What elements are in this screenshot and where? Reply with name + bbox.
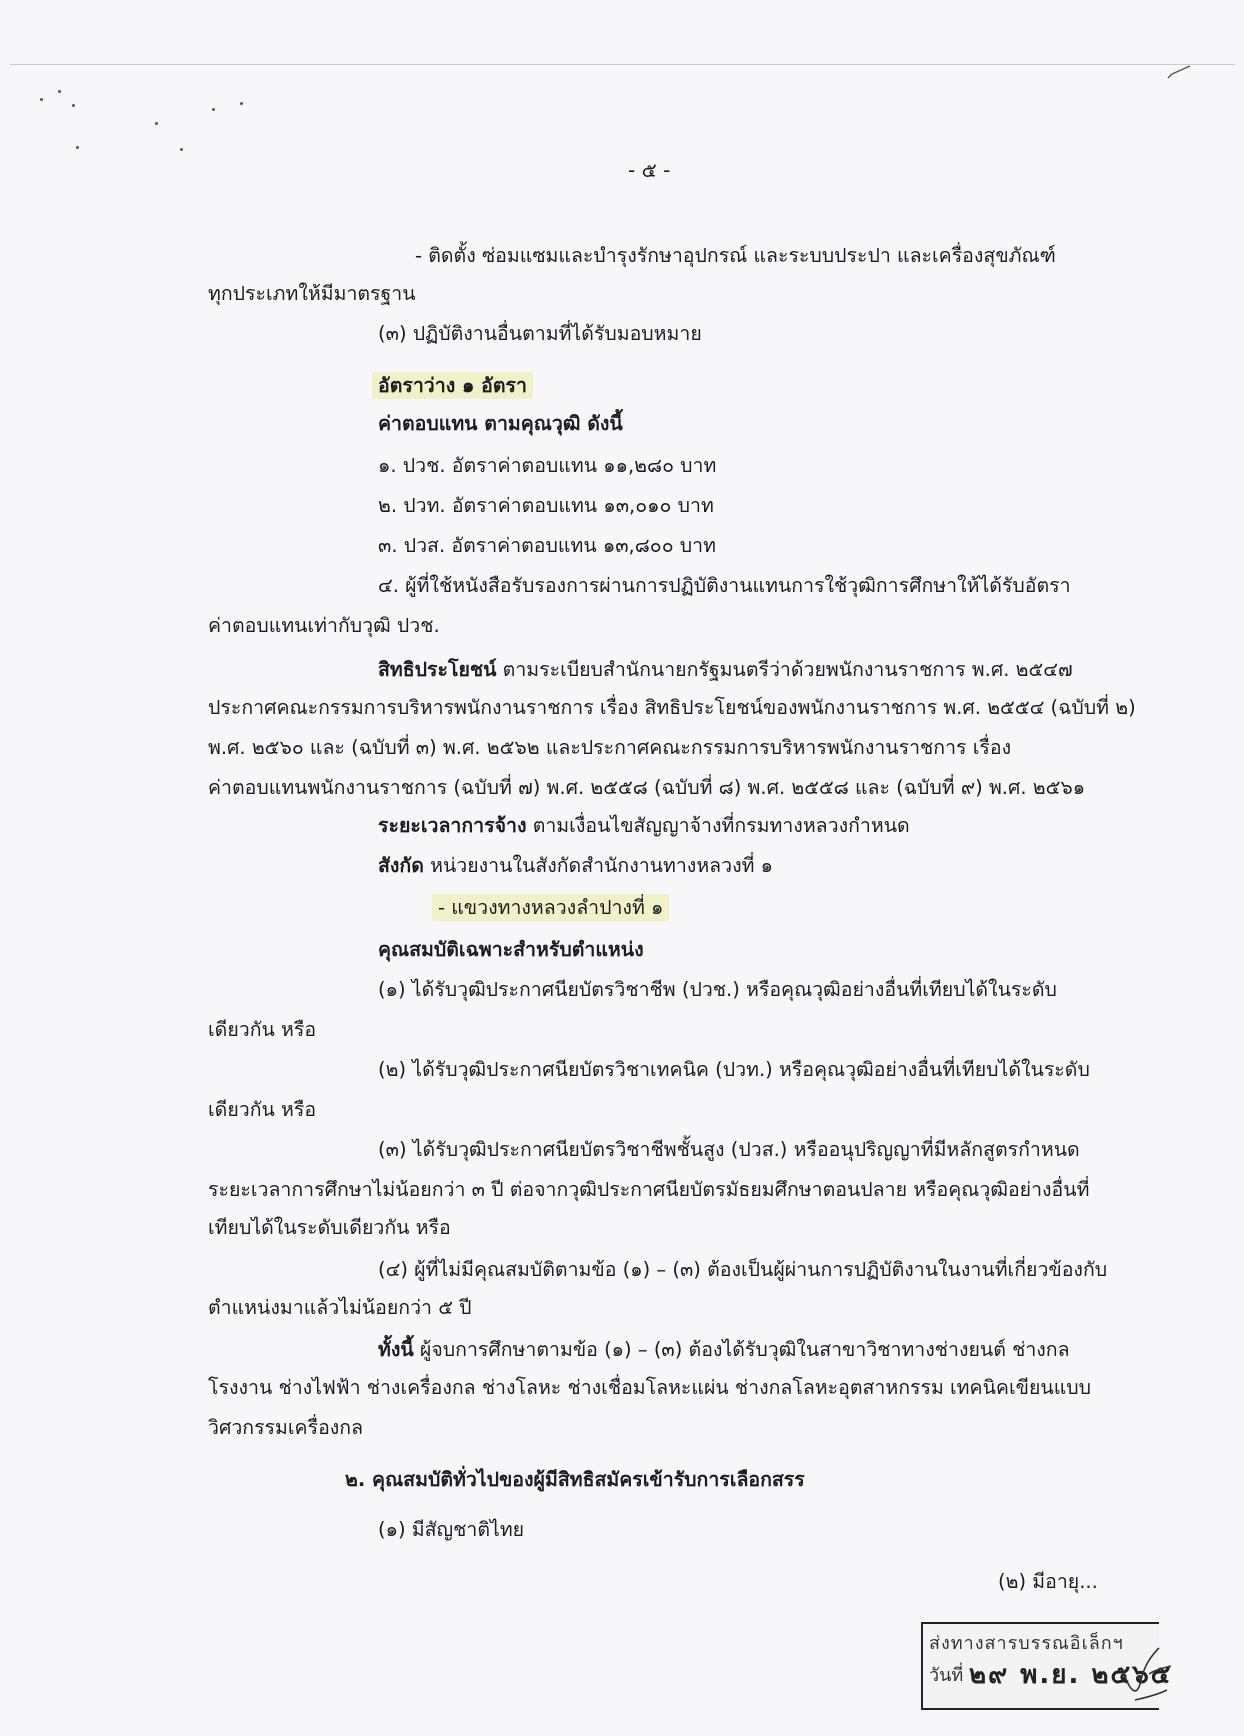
text-line: (๑) ได้รับวุฒิประกาศนียบัตรวิชาชีพ (ปวช.) หรือคุณวุฒิอย่างอื่นที่เทียบได้ในระดับ	[378, 978, 1057, 1001]
text-line: ๔. ผู้ที่ใช้หนังสือรับรองการผ่านการปฏิบัติงานแทนการใช้วุฒิการศึกษาให้ได้รับอัตรา	[378, 574, 1071, 597]
text-line: ๒. ปวท. อัตราค่าตอบแทน ๑๓,๐๑๐ บาท	[378, 494, 714, 517]
scan-speck	[240, 102, 243, 105]
text-line: เทียบได้ในระดับเดียวกัน หรือ	[208, 1216, 451, 1239]
text-line: (๓) ได้รับวุฒิประกาศนียบัตรวิชาชีพชั้นสูง (ปวส.) หรืออนุปริญญาที่มีหลักสูตรกำหนด	[378, 1138, 1080, 1161]
text-line: ค่าตอบแทนพนักงานราชการ (ฉบับที่ ๗) พ.ศ. ๒๕๕๘ (ฉบับที่ ๘) พ.ศ. ๒๕๕๘ และ (ฉบับที่ ๙) พ.ศ. ๒๕๖๑	[208, 776, 1086, 799]
text-span: ตามระเบียบสำนักนายกรัฐมนตรีว่าด้วยพนักงานราชการ พ.ศ. ๒๕๔๗	[496, 658, 1073, 681]
text-line	[378, 1336, 1070, 1364]
compensation-heading: ค่าตอบแทน ตามคุณวุฒิ ดังนี้	[378, 412, 623, 435]
signature-icon	[1115, 1640, 1175, 1710]
scan-edge-line	[10, 64, 1235, 65]
text-span: ผู้จบการศึกษาตามข้อ (๑) – (๓) ต้องได้รับวุฒิในสาขาวิชาทางช่างยนต์ ช่างกล	[413, 1338, 1070, 1361]
text-line: เดียวกัน หรือ	[208, 1018, 317, 1041]
vacancy-heading	[372, 372, 533, 400]
text-span: หน่วยงานในสังกัดสำนักงานทางหลวงที่ ๑	[423, 854, 774, 877]
text-line: ทุกประเภทให้มีมาตรฐาน	[208, 282, 416, 305]
scan-speck	[58, 90, 61, 93]
checkmark-icon	[1166, 64, 1192, 82]
scan-speck	[180, 148, 183, 151]
benefits-heading: สิทธิประโยชน์	[378, 658, 497, 681]
text-line: (๓) ปฏิบัติงานอื่นตามที่ได้รับมอบหมาย	[378, 322, 702, 345]
text-line: ตำแหน่งมาแล้วไม่น้อยกว่า ๕ ปี	[208, 1296, 472, 1319]
stamp-date-label: วันที่	[929, 1665, 964, 1686]
scan-speck	[212, 108, 215, 111]
highlight-marker: อัตราว่าง ๑ อัตรา	[372, 372, 533, 399]
stamp-date: ๒๙ พ.ย. ๒๕๖๕	[969, 1660, 1173, 1690]
text-line: (๔) ผู้ที่ไม่มีคุณสมบัติตามข้อ (๑) – (๓) ต้องเป็นผู้ผ่านการปฏิบัติงานในงานที่เกี่ยวข้องกับ	[378, 1258, 1108, 1281]
affiliation-heading: สังกัด	[378, 854, 424, 877]
text-line	[378, 812, 910, 840]
text-line: ๑. ปวช. อัตราค่าตอบแทน ๑๑,๒๘๐ บาท	[378, 454, 717, 477]
text-line	[378, 656, 1073, 684]
note-heading: ทั้งนี้	[378, 1338, 414, 1361]
text-line: เดียวกัน หรือ	[208, 1098, 317, 1121]
scan-speck	[72, 104, 75, 107]
text-line: โรงงาน ช่างไฟฟ้า ช่างเครื่องกล ช่างโลหะ ช่างเชื่อมโลหะแผ่น ช่างกลโลหะอุตสาหกรรม เทคนิคเขียนแบบ	[208, 1376, 1092, 1399]
general-qualifications-heading: ๒. คุณสมบัติทั่วไปของผู้มีสิทธิสมัครเข้ารับการเลือกสรร	[345, 1468, 805, 1491]
qualifications-heading: คุณสมบัติเฉพาะสำหรับตำแหน่ง	[378, 938, 644, 961]
text-line: - ติดตั้ง ซ่อมแซมและบำรุงรักษาอุปกรณ์ และระบบประปา และเครื่องสุขภัณฑ์	[415, 244, 1056, 267]
employment-period-heading: ระยะเวลาการจ้าง	[378, 814, 527, 837]
text-line: ประกาศคณะกรรมการบริหารพนักงานราชการ เรื่อง สิทธิประโยชน์ของพนักงานราชการ พ.ศ. ๒๕๕๔ (ฉบับที่ ๒)	[208, 696, 1136, 719]
scan-speck	[76, 146, 79, 149]
text-line: ๓. ปวส. อัตราค่าตอบแทน ๑๓,๘๐๐ บาท	[378, 534, 716, 557]
highlight-marker: - แขวงทางหลวงลำปางที่ ๑	[432, 894, 669, 921]
text-line: (๒) ได้รับวุฒิประกาศนียบัตรวิชาเทคนิค (ปวท.) หรือคุณวุฒิอย่างอื่นที่เทียบได้ในระดับ	[378, 1058, 1090, 1081]
text-line	[432, 894, 669, 922]
text-line	[378, 852, 773, 880]
stamp-title: ส่งทางสารบรรณอิเล็กฯ	[929, 1633, 1124, 1654]
continuation-text: (๒) มีอายุ...	[998, 1570, 1098, 1593]
text-span: ตามเงื่อนไขสัญญาจ้างที่กรมทางหลวงกำหนด	[526, 814, 910, 837]
text-line: ระยะเวลาการศึกษาไม่น้อยกว่า ๓ ปี ต่อจากวุฒิประกาศนียบัตรมัธยมศึกษาตอนปลาย หรือคุณวุฒิอย่างอื่นที่	[208, 1178, 1090, 1201]
text-line: ค่าตอบแทนเท่ากับวุฒิ ปวช.	[208, 614, 440, 637]
scan-speck	[155, 122, 158, 125]
text-line: พ.ศ. ๒๕๖๐ และ (ฉบับที่ ๓) พ.ศ. ๒๕๖๒ และประกาศคณะกรรมการบริหารพนักงานราชการ เรื่อง	[208, 736, 1012, 759]
text-line: (๑) มีสัญชาติไทย	[378, 1518, 525, 1541]
scan-speck	[40, 98, 43, 101]
text-line: วิศวกรรมเครื่องกล	[208, 1416, 364, 1439]
page-number: - ๕ -	[628, 158, 671, 182]
